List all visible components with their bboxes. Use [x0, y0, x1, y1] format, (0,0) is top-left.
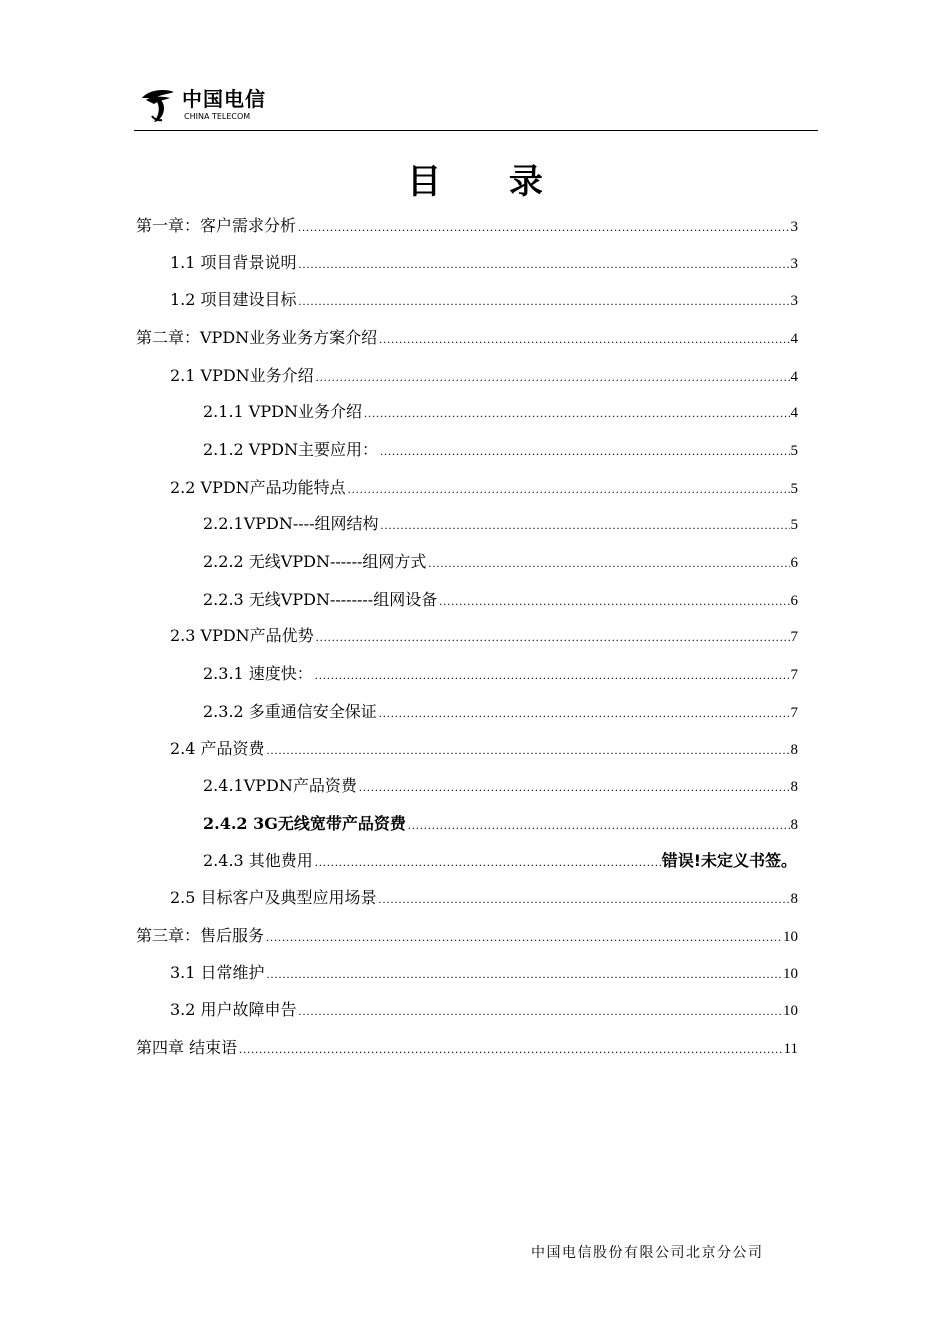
china-telecom-logo	[134, 84, 284, 128]
toc-entry-label: 2.4.3 其他费用	[203, 851, 313, 870]
page-footer: 中国电信股份有限公司北京分公司	[531, 1245, 764, 1261]
toc-entry-2-1[interactable]	[170, 363, 798, 389]
toc-entry-2-4-2[interactable]	[203, 811, 798, 837]
toc-entry-2-2-1[interactable]	[203, 511, 798, 537]
toc-page-number: 10	[783, 929, 798, 945]
telecom-emblem-icon	[138, 86, 178, 126]
toc-page-number: 10	[783, 966, 798, 982]
toc-entry-2-3-2[interactable]	[203, 699, 798, 725]
logo-english-text: CHINA TELECOM	[184, 112, 251, 121]
toc-dot-leader	[439, 588, 789, 614]
toc-dot-leader	[379, 700, 790, 726]
toc-entry-label: 1.2 项目建设目标	[170, 290, 297, 309]
toc-entry-2-2-3[interactable]	[203, 587, 798, 613]
toc-entry-3-2[interactable]	[170, 997, 798, 1023]
toc-dot-leader	[379, 326, 789, 352]
toc-page-number: 11	[783, 1041, 798, 1057]
toc-entry-2-4[interactable]	[170, 736, 798, 762]
page-header	[134, 84, 818, 131]
toc-entry-label: 2.5 目标客户及典型应用场景	[170, 888, 377, 907]
page-title: 目 录	[407, 162, 571, 202]
toc-entry-2-5[interactable]	[170, 885, 798, 911]
toc-dot-leader	[359, 774, 790, 800]
toc-dot-leader	[381, 512, 790, 538]
toc-entry-2-4-1[interactable]	[203, 773, 798, 799]
toc-bookmark-error: 错误!未定义书签。	[661, 851, 797, 870]
toc-page-number: 4	[790, 405, 798, 421]
toc-entry-label: 3.2 用户故障申告	[170, 1000, 297, 1019]
toc-entry-2-2[interactable]	[170, 475, 798, 501]
toc-entry-label: 第一章：客户需求分析	[136, 216, 297, 235]
toc-page-number: 5	[790, 481, 798, 497]
toc-entry-label: 1.1 项目背景说明	[170, 253, 297, 272]
toc-entry-label: 2.2 VPDN产品功能特点	[170, 478, 346, 497]
toc-page-number: 7	[790, 705, 798, 721]
toc-dot-leader	[266, 924, 782, 950]
toc-entry-label: 2.1.2 VPDN主要应用：	[203, 440, 378, 459]
toc-dot-leader	[364, 400, 790, 426]
toc-entry-2-1-2[interactable]	[203, 437, 798, 463]
toc-page-number: 3	[790, 256, 798, 272]
toc-dot-leader	[348, 476, 790, 502]
toc-entry-2-1-1[interactable]	[203, 399, 798, 425]
toc-entry-label: 2.3.1 速度快：	[203, 664, 313, 683]
toc-dot-leader	[239, 1036, 782, 1062]
toc-dot-leader	[267, 961, 782, 987]
logo-chinese-text: 中国电信	[182, 87, 266, 111]
toc-page-number: 4	[790, 369, 798, 385]
toc-dot-leader	[315, 849, 661, 875]
toc-entry-label: 2.3 VPDN产品优势	[170, 626, 314, 645]
toc-entry-1-2[interactable]	[170, 287, 798, 313]
toc-page-number: 8	[790, 742, 798, 758]
toc-entry-label: 2.4.2 3G无线宽带产品资费	[203, 814, 406, 833]
toc-entry-3-1[interactable]	[170, 960, 798, 986]
toc-entry-chapter-2[interactable]	[136, 325, 798, 351]
toc-page-number: 6	[790, 555, 798, 571]
toc-entry-chapter-3[interactable]	[136, 923, 798, 949]
toc-page-number: 3	[790, 293, 798, 309]
toc-page-number: 4	[790, 331, 798, 347]
toc-page-number: 8	[790, 817, 798, 833]
toc-entry-label: 第二章：VPDN业务业务方案介绍	[136, 328, 378, 347]
toc-entry-2-4-3[interactable]	[203, 848, 797, 874]
toc-dot-leader	[315, 662, 790, 688]
toc-page-number: 7	[790, 629, 798, 645]
toc-entry-2-3-1[interactable]	[203, 661, 798, 687]
toc-entry-label: 2.2.2 无线VPDN------组网方式	[203, 552, 427, 571]
toc-dot-leader	[379, 886, 790, 912]
toc-entry-2-2-2[interactable]	[203, 549, 798, 575]
toc-entry-2-3[interactable]	[170, 623, 798, 649]
toc-dot-leader	[408, 812, 790, 838]
toc-entry-label: 2.1.1 VPDN业务介绍	[203, 402, 362, 421]
toc-dot-leader	[299, 251, 790, 277]
toc-page-number: 10	[783, 1003, 798, 1019]
toc-entry-label: 2.1 VPDN业务介绍	[170, 366, 314, 385]
toc-entry-label: 第四章 结束语	[136, 1038, 238, 1057]
toc-page-number: 8	[790, 891, 798, 907]
toc-dot-leader	[428, 550, 789, 576]
toc-entry-1-1[interactable]	[170, 250, 798, 276]
toc-entry-label: 2.4.1VPDN产品资费	[203, 776, 357, 795]
toc-page-number: 5	[790, 443, 798, 459]
toc-dot-leader	[299, 998, 782, 1024]
toc-entry-label: 第三章：售后服务	[136, 926, 265, 945]
toc-entry-label: 2.3.2 多重通信安全保证	[203, 702, 377, 721]
toc-page-number: 7	[790, 667, 798, 683]
toc-entry-label: 2.2.3 无线VPDN--------组网设备	[203, 590, 438, 609]
toc-entry-label: 2.2.1VPDN----组网结构	[203, 514, 379, 533]
toc-entry-label: 2.4 产品资费	[170, 739, 265, 758]
toc-entry-chapter-4[interactable]	[136, 1035, 798, 1061]
toc-entry-chapter-1[interactable]	[136, 213, 798, 239]
toc-dot-leader	[380, 438, 790, 464]
toc-dot-leader	[298, 214, 789, 240]
toc-dot-leader	[299, 288, 790, 314]
toc-dot-leader	[316, 364, 790, 390]
toc-page-number: 6	[790, 593, 798, 609]
toc-page-number: 8	[790, 779, 798, 795]
toc-page-number: 5	[790, 517, 798, 533]
toc-page-number: 3	[790, 219, 798, 235]
toc-dot-leader	[267, 737, 790, 763]
toc-dot-leader	[316, 624, 790, 650]
toc-entry-label: 3.1 日常维护	[170, 963, 265, 982]
